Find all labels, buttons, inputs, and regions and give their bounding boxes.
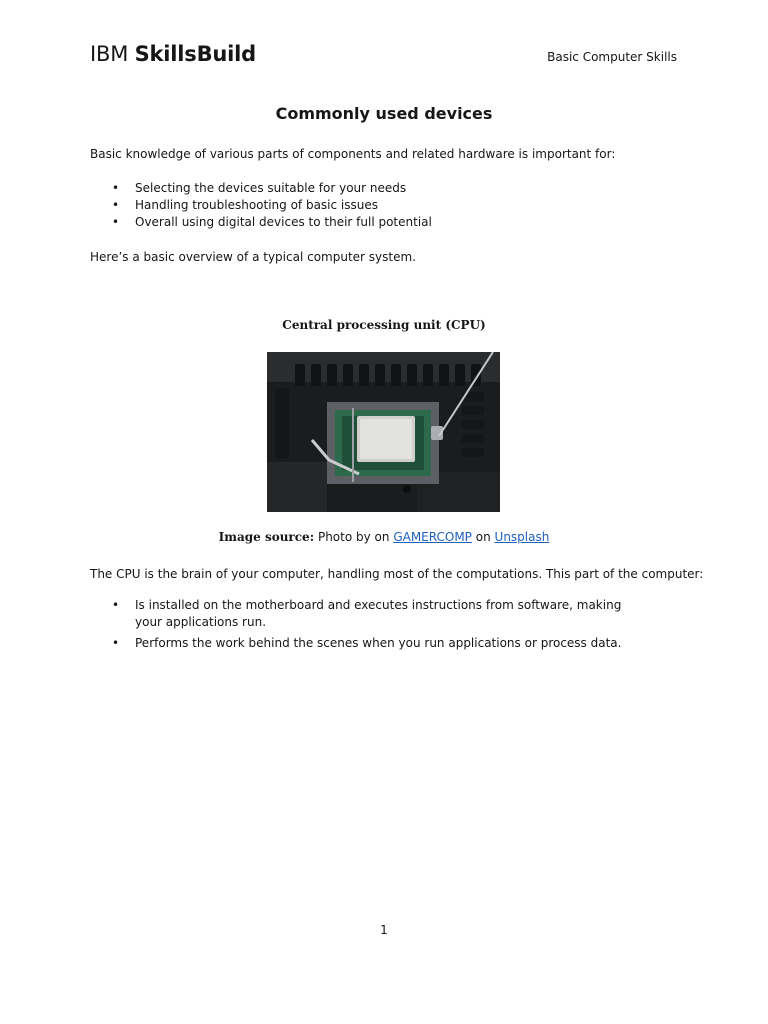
list-item <box>90 597 650 631</box>
gamercomp-link[interactable]: GAMERCOMP <box>393 530 472 544</box>
list-item <box>90 197 432 214</box>
list-item-text: Selecting the devices suitable for your needs <box>135 181 407 195</box>
cpu-photo <box>267 352 500 512</box>
unsplash-link[interactable]: Unsplash <box>494 530 550 544</box>
overview-paragraph: Here’s a basic overview of a typical computer system. <box>90 250 416 264</box>
image-caption <box>0 530 768 544</box>
list-item-text: Handling troubleshooting of basic issues <box>135 198 379 212</box>
list-item <box>90 214 432 231</box>
bullet-icon: • <box>112 215 120 229</box>
list-item-text: Performs the work behind the scenes when you run applications or process data. <box>135 636 622 650</box>
intro-bullet-list <box>90 180 432 231</box>
page-title: Commonly used devices <box>275 104 493 123</box>
intro-paragraph: Basic knowledge of various parts of components and related hardware is important for: <box>90 147 616 161</box>
logo-name: SkillsBuild <box>134 42 256 66</box>
caption-text-middle: on <box>475 530 491 544</box>
bullet-icon: • <box>112 598 120 612</box>
list-item <box>90 180 432 197</box>
cpu-bullet-list <box>90 597 650 652</box>
list-item-text: Overall using digital devices to their full potential <box>135 215 432 229</box>
list-item <box>90 635 650 652</box>
caption-label: Image source: <box>218 530 315 544</box>
section-heading-cpu: Central processing unit (CPU) <box>282 318 486 332</box>
cpu-description: The CPU is the brain of your computer, handling most of the computations. This part of the computer: <box>90 567 704 581</box>
bullet-icon: • <box>112 636 120 650</box>
ibm-skillsbuild-logo <box>90 42 256 66</box>
caption-text: Photo by on <box>317 530 390 544</box>
document-header-title: Basic Computer Skills <box>547 50 677 64</box>
bullet-icon: • <box>112 181 120 195</box>
logo-prefix: IBM <box>90 42 129 66</box>
page-number: 1 <box>380 923 388 937</box>
list-item-text: Is installed on the motherboard and executes instructions from software, making your applications run. <box>135 598 622 629</box>
bullet-icon: • <box>112 198 120 212</box>
